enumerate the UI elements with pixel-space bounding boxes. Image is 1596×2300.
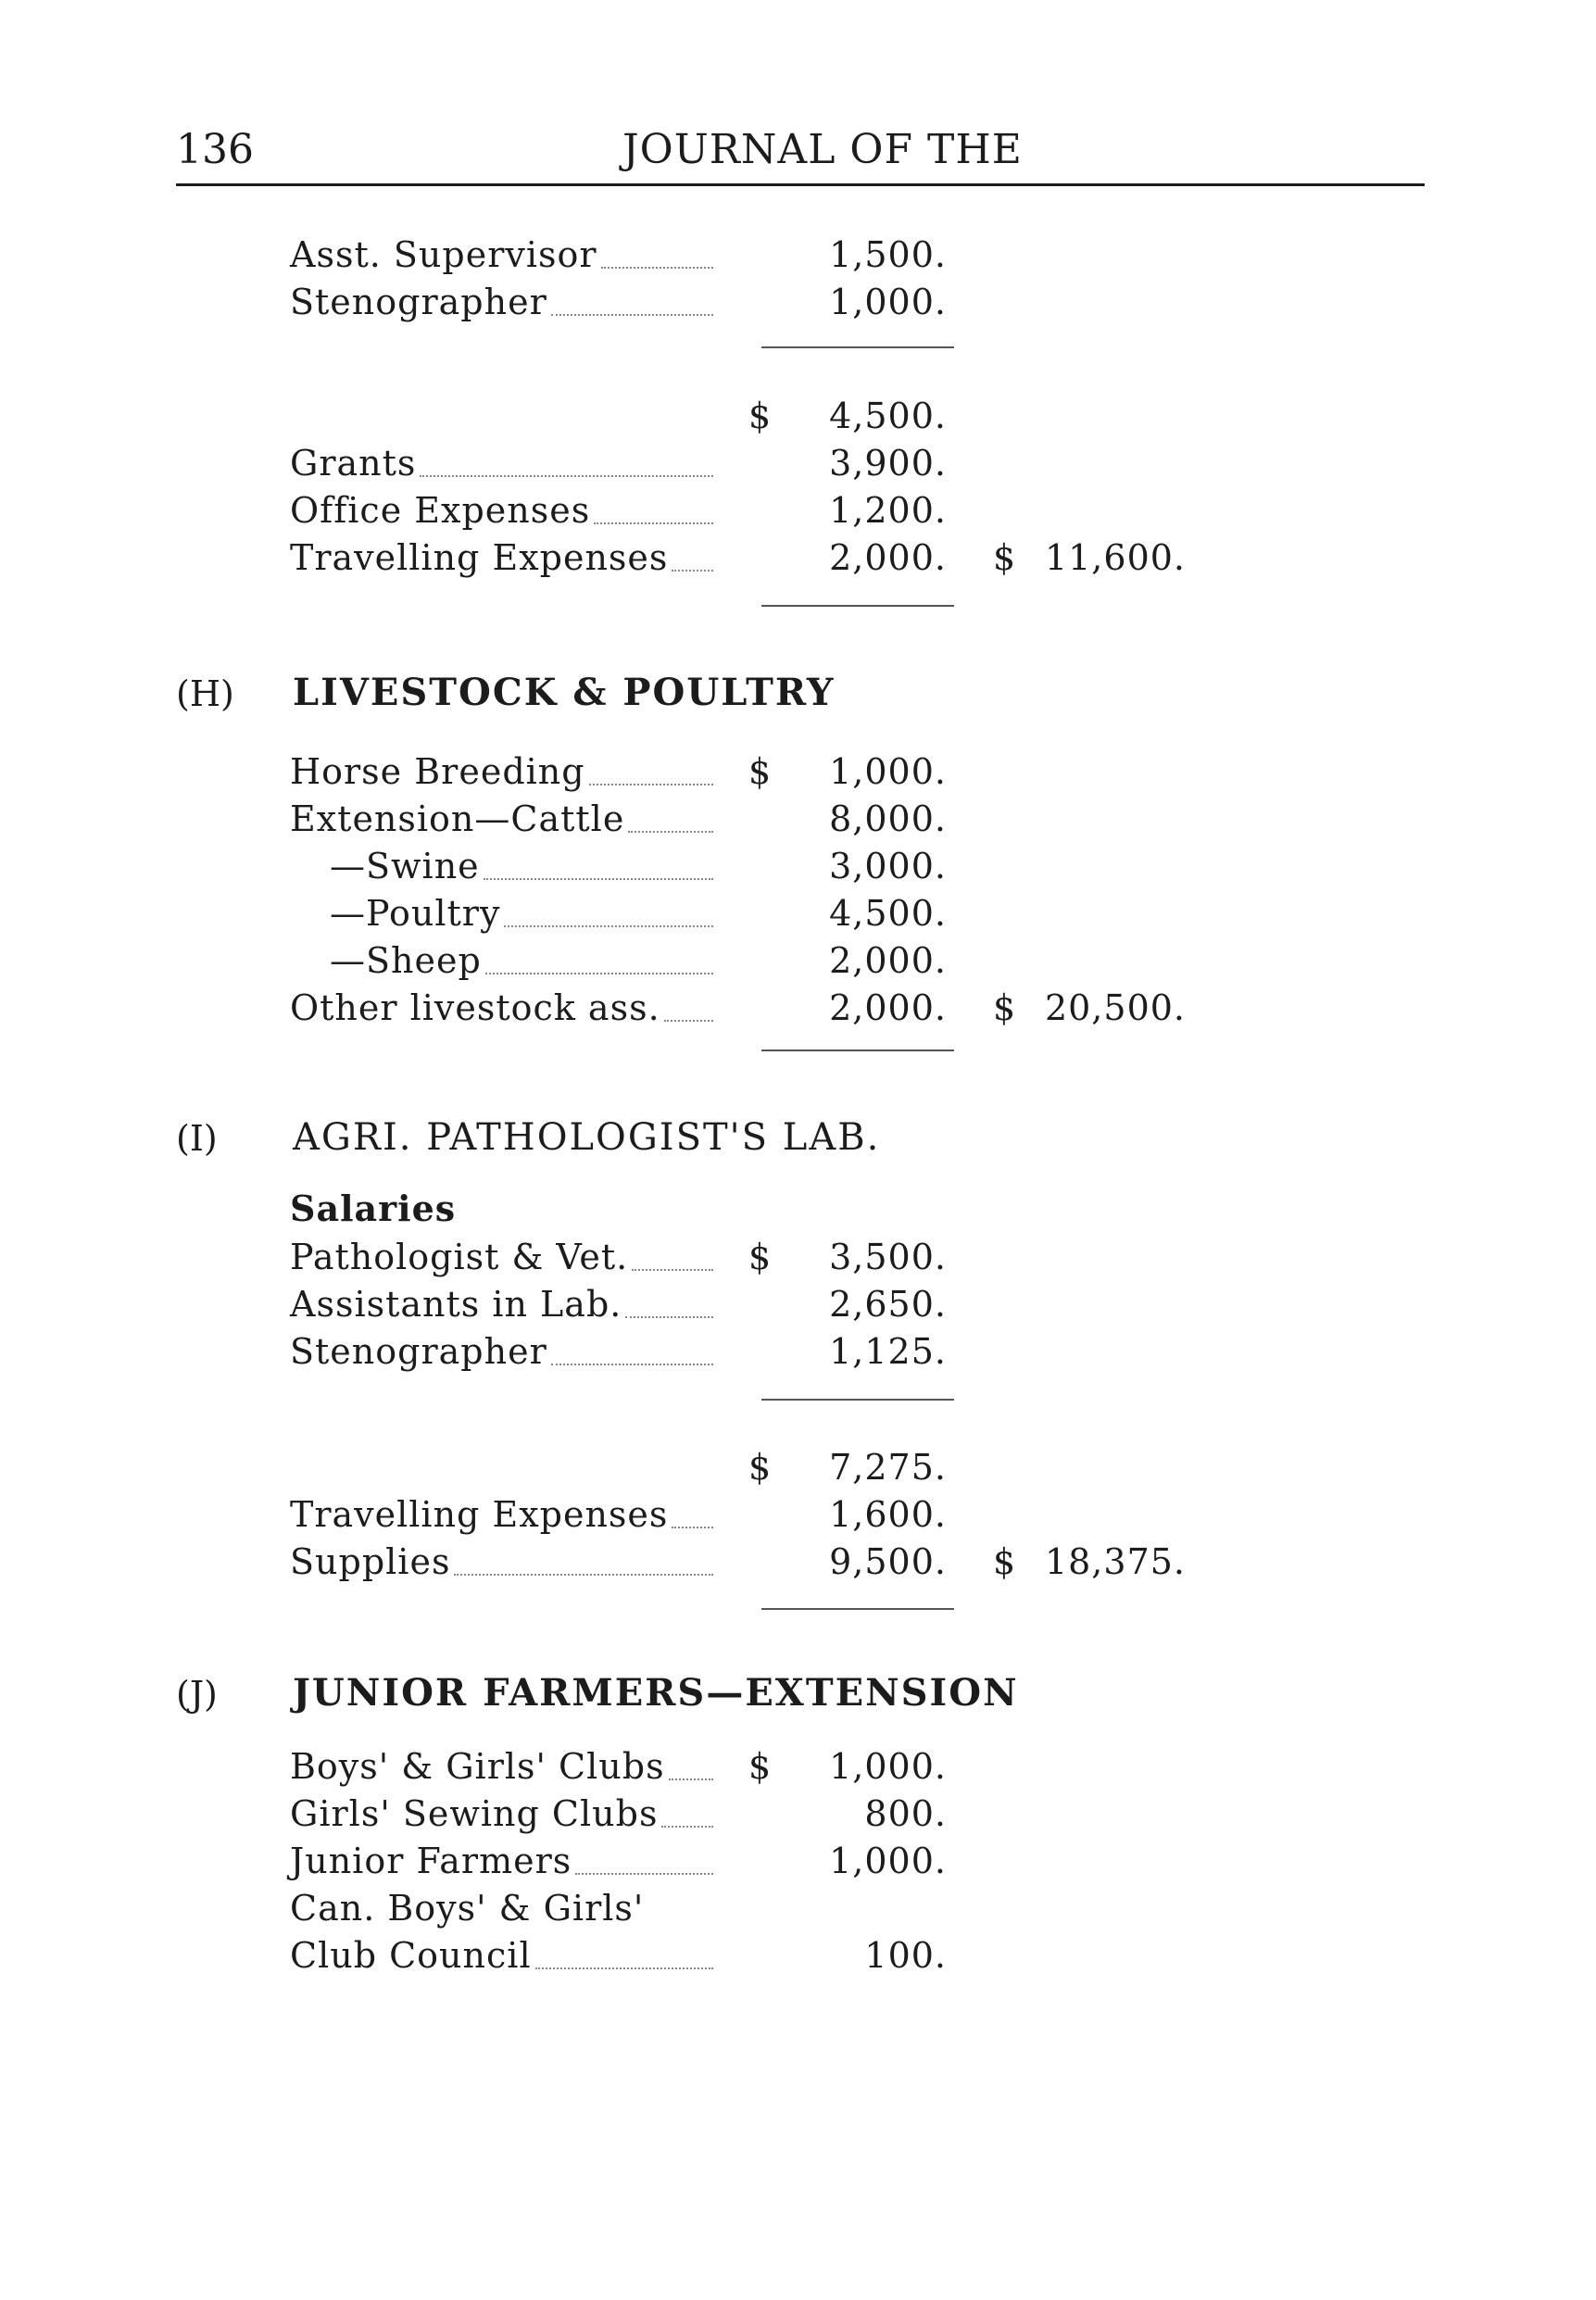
line-label: Grants	[290, 443, 417, 484]
leader-dots	[551, 1364, 713, 1365]
line-label: Stenographer	[290, 1331, 547, 1372]
section-title: AGRI. PATHOLOGIST'S LAB.	[293, 1116, 881, 1159]
leader-dots	[454, 1574, 713, 1576]
line-label: Pathologist & Vet.	[290, 1237, 629, 1277]
section-code: (J)	[176, 1674, 218, 1715]
leader-dots	[672, 570, 713, 572]
line-label: Boys' & Girls' Clubs	[290, 1746, 665, 1787]
line-amount: 1,600.	[829, 1494, 947, 1535]
line-amount: 2,000.	[829, 987, 947, 1028]
line-amount: 1,000.	[829, 282, 947, 322]
line-label: Travelling Expenses	[290, 537, 669, 578]
total-dollar-sign: $	[993, 1541, 1017, 1582]
line-amount: 3,900.	[829, 443, 947, 484]
line-amount: 8,000.	[829, 798, 947, 839]
running-head: JOURNAL OF THE	[622, 126, 1023, 173]
line-label: —Sheep	[330, 940, 482, 981]
sum-rule	[761, 1049, 954, 1051]
sum-rule	[761, 1608, 954, 1610]
leader-dots	[589, 784, 713, 786]
line-amount: 1,000.	[829, 751, 947, 792]
section-total: 11,600.	[1044, 537, 1186, 578]
sum-rule	[761, 1399, 954, 1401]
line-label: Horse Breeding	[290, 751, 585, 792]
line-label: Club Council	[290, 1935, 532, 1976]
line-amount: 3,000.	[829, 846, 947, 886]
section-total: 18,375.	[1044, 1541, 1186, 1582]
leader-dots	[594, 522, 713, 524]
leader-dots	[485, 973, 713, 974]
leader-dots	[575, 1873, 713, 1875]
line-amount: 2,650.	[829, 1284, 947, 1325]
line-amount: 1,500.	[829, 234, 947, 275]
line-label: Other livestock ass.	[290, 987, 660, 1028]
line-amount: 2,000.	[829, 940, 947, 981]
line-amount: 2,000.	[829, 537, 947, 578]
section-total: 20,500.	[1044, 987, 1186, 1028]
line-label: Assistants in Lab.	[290, 1284, 622, 1325]
leader-dots	[601, 267, 713, 269]
line-label: —Swine	[330, 846, 480, 886]
section-title: LIVESTOCK & POULTRY	[293, 671, 836, 714]
line-amount: 1,200.	[829, 490, 947, 531]
line-amount: 3,500.	[829, 1237, 947, 1277]
leader-dots	[420, 475, 713, 477]
dollar-sign: $	[748, 1447, 773, 1488]
section-code: (I)	[176, 1118, 218, 1159]
line-amount: 7,275.	[829, 1447, 947, 1488]
leader-dots	[632, 1269, 713, 1271]
header-rule	[176, 183, 1425, 186]
total-dollar-sign: $	[993, 987, 1017, 1028]
section-title: JUNIOR FARMERS—EXTENSION	[293, 1671, 1019, 1715]
dollar-sign: $	[748, 396, 773, 436]
dollar-sign: $	[748, 1237, 773, 1277]
leader-dots	[672, 1527, 713, 1528]
line-label: Can. Boys' & Girls'	[290, 1888, 645, 1929]
page-number: 136	[176, 126, 254, 173]
total-dollar-sign: $	[993, 537, 1017, 578]
line-amount: 4,500.	[829, 396, 947, 436]
leader-dots	[669, 1778, 713, 1780]
line-amount: 1,000.	[829, 1746, 947, 1787]
leader-dots	[661, 1826, 713, 1828]
line-label: Supplies	[290, 1541, 451, 1582]
line-label: Office Expenses	[290, 490, 591, 531]
line-label: Stenographer	[290, 282, 547, 322]
line-label: Junior Farmers	[290, 1841, 572, 1881]
leader-dots	[551, 314, 713, 316]
line-label: Travelling Expenses	[290, 1494, 669, 1535]
line-amount: 1,125.	[829, 1331, 947, 1372]
dollar-sign: $	[748, 1746, 773, 1787]
dollar-sign: $	[748, 751, 773, 792]
line-amount: 9,500.	[829, 1541, 947, 1582]
leader-dots	[535, 1967, 713, 1969]
leader-dots	[664, 1020, 713, 1022]
line-amount: 1,000.	[829, 1841, 947, 1881]
line-amount: 4,500.	[829, 893, 947, 934]
line-label: —Poultry	[330, 893, 501, 934]
leader-dots	[628, 831, 713, 833]
leader-dots	[504, 925, 713, 927]
line-amount: 800.	[864, 1793, 947, 1834]
line-label: Asst. Supervisor	[290, 234, 597, 275]
subheading: Salaries	[290, 1188, 457, 1229]
line-label: Extension—Cattle	[290, 798, 625, 839]
leader-dots	[484, 878, 713, 880]
section-code: (H)	[176, 673, 234, 714]
sum-rule	[761, 605, 954, 607]
line-label: Girls' Sewing Clubs	[290, 1793, 659, 1834]
leader-dots	[625, 1316, 713, 1318]
line-amount: 100.	[864, 1935, 947, 1976]
sum-rule	[761, 346, 954, 348]
